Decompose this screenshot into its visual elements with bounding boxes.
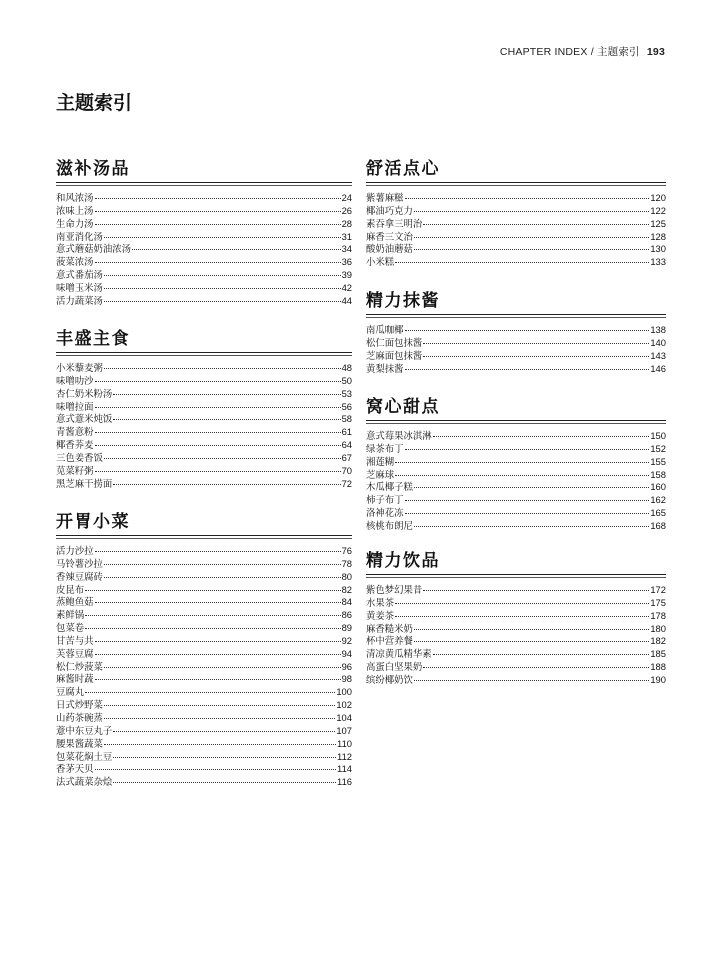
page-title: 主题索引 xyxy=(56,92,133,114)
dot-leader xyxy=(113,731,335,732)
index-entry xyxy=(366,363,666,376)
entry-page: 84 xyxy=(341,596,352,608)
section-rule xyxy=(366,182,666,183)
index-entry xyxy=(56,205,352,218)
section-rule xyxy=(366,574,666,575)
entry-name: 小米糕 xyxy=(366,257,395,269)
index-entry xyxy=(56,673,352,686)
index-entry xyxy=(366,443,666,456)
dot-leader xyxy=(104,368,341,369)
dot-leader xyxy=(95,211,341,212)
index-entry xyxy=(366,430,666,443)
entry-name: 木瓜椰子糕 xyxy=(366,482,413,494)
dot-leader xyxy=(405,198,650,199)
entry-name: 包菜花焖土豆 xyxy=(56,751,113,763)
index-entry xyxy=(56,699,352,712)
index-entry xyxy=(56,571,352,584)
index-entry xyxy=(56,661,352,674)
dot-leader xyxy=(414,641,649,642)
dot-leader xyxy=(423,224,649,225)
section-rule-thin xyxy=(366,423,666,424)
dot-leader xyxy=(104,718,335,719)
dot-leader xyxy=(95,407,341,408)
index-section xyxy=(56,158,352,308)
entry-page: 158 xyxy=(650,468,666,480)
entry-name: 杯中营养餐 xyxy=(366,636,413,648)
index-entry xyxy=(366,507,666,520)
index-entry xyxy=(56,413,352,426)
dot-leader xyxy=(414,487,649,488)
entry-page: 26 xyxy=(341,204,352,216)
entry-page: 128 xyxy=(650,230,666,242)
index-entry xyxy=(56,751,352,764)
entry-page: 28 xyxy=(341,217,352,229)
entry-page: 82 xyxy=(341,583,352,595)
dot-leader xyxy=(95,262,341,263)
entry-page: 56 xyxy=(341,400,352,412)
index-entry xyxy=(366,324,666,337)
dot-leader xyxy=(132,249,341,250)
entry-name: 活力蔬菜汤 xyxy=(56,295,103,307)
entry-name: 日式炒野菜 xyxy=(56,700,103,712)
index-entry xyxy=(366,218,666,231)
index-entry xyxy=(56,738,352,751)
entry-page: 152 xyxy=(650,442,666,454)
dot-leader xyxy=(405,513,650,514)
index-entry xyxy=(56,725,352,738)
entry-page: 98 xyxy=(341,673,352,685)
dot-leader xyxy=(113,394,340,395)
entry-page: 36 xyxy=(341,256,352,268)
entry-name: 洛神花冻 xyxy=(366,508,404,520)
entry-name: 意式莓果冰淇淋 xyxy=(366,431,432,442)
entry-name: 马铃薯沙拉 xyxy=(56,558,103,570)
section-rule-thin xyxy=(366,185,666,186)
entry-name: 甘苦与共 xyxy=(56,635,94,647)
entry-page: 168 xyxy=(650,519,666,531)
entry-name: 柿子布丁 xyxy=(366,495,404,507)
dot-leader xyxy=(85,615,340,616)
entry-name: 生命力汤 xyxy=(56,218,94,230)
entry-page: 133 xyxy=(650,256,666,268)
index-entry xyxy=(366,243,666,256)
index-entry xyxy=(366,674,666,687)
entry-page: 175 xyxy=(650,596,666,608)
dot-leader xyxy=(414,237,649,238)
entry-name: 松仁面包抹酱 xyxy=(366,337,423,349)
dot-leader xyxy=(95,198,341,199)
entry-name: 味噌玉米汤 xyxy=(56,282,103,294)
entry-page: 185 xyxy=(650,648,666,660)
entry-name: 豆腐丸 xyxy=(56,687,85,699)
index-entry xyxy=(56,686,352,699)
entry-name: 麻酱时蔬 xyxy=(56,674,94,686)
entry-name: 黄梨抹酱 xyxy=(366,363,404,375)
entry-page: 114 xyxy=(337,763,352,775)
entry-page: 180 xyxy=(650,622,666,634)
section-rule-thin xyxy=(56,538,352,539)
entry-name: 浓味上汤 xyxy=(56,205,94,217)
entry-name: 高蛋白坚果奶 xyxy=(366,662,423,674)
entry-name: 菠菜浓汤 xyxy=(56,257,94,269)
entry-page: 92 xyxy=(341,634,352,646)
entry-name: 黄姜茶 xyxy=(366,610,395,622)
entry-list xyxy=(366,584,666,687)
entry-name: 青酱意粉 xyxy=(56,427,94,439)
dot-leader xyxy=(104,564,341,565)
dot-leader xyxy=(405,449,650,450)
entry-list xyxy=(366,192,666,269)
dot-leader xyxy=(95,654,341,655)
entry-page: 61 xyxy=(341,426,352,438)
entry-page: 150 xyxy=(650,430,666,441)
dot-leader xyxy=(113,484,340,485)
entry-page: 140 xyxy=(650,336,666,348)
dot-leader xyxy=(95,432,341,433)
section-heading: 窝心甜点 xyxy=(366,397,440,417)
entry-page: 94 xyxy=(341,647,352,659)
dot-leader xyxy=(395,462,649,463)
entry-page: 165 xyxy=(650,507,666,519)
entry-page: 130 xyxy=(650,243,666,255)
index-entry xyxy=(56,231,352,244)
entry-page: 64 xyxy=(341,439,352,451)
entry-page: 89 xyxy=(341,622,352,634)
index-section xyxy=(366,396,666,533)
index-entry xyxy=(56,558,352,571)
section-rule-thin xyxy=(366,577,666,578)
index-entry xyxy=(56,465,352,478)
dot-leader xyxy=(104,458,341,459)
index-entry xyxy=(366,520,666,533)
dot-leader xyxy=(395,603,649,604)
dot-leader xyxy=(414,629,649,630)
entry-page: 34 xyxy=(341,243,352,255)
entry-page: 39 xyxy=(341,269,352,281)
entry-name: 活力沙拉 xyxy=(56,546,94,557)
dot-leader xyxy=(113,782,336,783)
entry-name: 香茅天贝 xyxy=(56,764,94,776)
entry-page: 138 xyxy=(650,324,666,335)
dot-leader xyxy=(113,419,340,420)
index-entry xyxy=(56,362,352,375)
entry-name: 麻香糙米奶 xyxy=(366,623,413,635)
index-entry xyxy=(56,218,352,231)
index-entry xyxy=(366,481,666,494)
dot-leader xyxy=(95,641,341,642)
dot-leader xyxy=(85,628,340,629)
dot-leader xyxy=(433,654,650,655)
entry-name: 杏仁奶米粉汤 xyxy=(56,388,113,400)
entry-name: 腰果酱蔬菜 xyxy=(56,738,103,750)
entry-name: 绿茶布丁 xyxy=(366,443,404,455)
entry-name: 核桃布朗尼 xyxy=(366,520,413,532)
entry-name: 南瓜咖椰 xyxy=(366,325,404,336)
section-rule-thin xyxy=(56,355,352,356)
dot-leader xyxy=(95,381,341,382)
index-entry xyxy=(366,192,666,205)
dot-leader xyxy=(405,500,650,501)
index-entry xyxy=(56,478,352,491)
section-rule xyxy=(56,182,352,183)
entry-name: 缤纷椰奶饮 xyxy=(366,674,413,686)
dot-leader xyxy=(95,445,341,446)
index-section xyxy=(366,550,666,687)
dot-leader xyxy=(405,330,650,331)
index-entry xyxy=(366,456,666,469)
section-rule xyxy=(56,352,352,353)
index-entry xyxy=(56,712,352,725)
dot-leader xyxy=(104,288,341,289)
dot-leader xyxy=(104,744,336,745)
dot-leader xyxy=(104,705,335,706)
index-entry xyxy=(56,192,352,205)
entry-page: 182 xyxy=(650,635,666,647)
index-entry xyxy=(366,584,666,597)
entry-name: 意式蘑菇奶油浓汤 xyxy=(56,244,132,256)
entry-page: 102 xyxy=(336,699,352,711)
entry-page: 100 xyxy=(336,686,352,698)
index-entry xyxy=(366,350,666,363)
dot-leader xyxy=(395,475,649,476)
section-rule-thin xyxy=(366,317,666,318)
index-entry xyxy=(56,622,352,635)
index-entry xyxy=(366,597,666,610)
dot-leader xyxy=(395,262,649,263)
index-entry xyxy=(366,661,666,674)
dot-leader xyxy=(423,343,649,344)
index-entry xyxy=(366,469,666,482)
entry-name: 素吞拿三明治 xyxy=(366,218,423,230)
entry-name: 薏中东豆丸子 xyxy=(56,725,113,737)
section-heading: 丰盛主食 xyxy=(56,329,130,349)
entry-name: 椰油巧克力 xyxy=(366,205,413,217)
dot-leader xyxy=(104,667,341,668)
entry-page: 162 xyxy=(650,494,666,506)
entry-name: 酸奶油蘑菇 xyxy=(366,244,413,256)
running-header-text: CHAPTER INDEX / 主题索引 xyxy=(499,46,640,58)
dot-leader xyxy=(95,471,341,472)
index-entry xyxy=(56,388,352,401)
dot-leader xyxy=(85,590,340,591)
dot-leader xyxy=(414,526,649,527)
index-section xyxy=(56,511,352,789)
section-heading: 滋补汤品 xyxy=(56,159,130,179)
index-entry xyxy=(56,426,352,439)
entry-page: 120 xyxy=(650,192,666,203)
entry-list xyxy=(56,545,352,789)
index-entry xyxy=(56,243,352,256)
entry-name: 芝麻球 xyxy=(366,469,395,481)
entry-name: 皮昆布 xyxy=(56,584,85,596)
entry-page: 96 xyxy=(341,660,352,672)
index-entry xyxy=(366,610,666,623)
section-heading: 开胃小菜 xyxy=(56,512,130,532)
dot-leader xyxy=(95,679,341,680)
entry-list xyxy=(56,192,352,308)
index-entry xyxy=(366,648,666,661)
index-section xyxy=(366,290,666,375)
dot-leader xyxy=(95,551,341,552)
entry-name: 和风浓汤 xyxy=(56,193,94,204)
entry-page: 53 xyxy=(341,387,352,399)
entry-list xyxy=(56,362,352,490)
entry-list xyxy=(366,324,666,375)
entry-name: 紫薯麻糍 xyxy=(366,193,404,204)
dot-leader xyxy=(433,436,650,437)
entry-page: 58 xyxy=(341,413,352,425)
entry-name: 芝麻面包抹酱 xyxy=(366,350,423,362)
section-heading: 舒活点心 xyxy=(366,159,440,179)
entry-name: 意式薏米炖饭 xyxy=(56,414,113,426)
entry-page: 178 xyxy=(650,609,666,621)
entry-name: 南亚消化汤 xyxy=(56,231,103,243)
entry-name: 包菜卷 xyxy=(56,623,85,635)
entry-page: 188 xyxy=(650,661,666,673)
entry-page: 31 xyxy=(341,230,352,242)
dot-leader xyxy=(113,757,336,758)
entry-page: 104 xyxy=(336,711,352,723)
section-rule xyxy=(366,420,666,421)
index-entry xyxy=(366,623,666,636)
dot-leader xyxy=(95,602,341,603)
entry-page: 78 xyxy=(341,557,352,569)
page-number: 193 xyxy=(646,46,665,58)
index-entry xyxy=(56,648,352,661)
entry-page: 110 xyxy=(337,737,352,749)
entry-name: 味噌叻沙 xyxy=(56,375,94,387)
index-entry xyxy=(366,635,666,648)
dot-leader xyxy=(395,616,649,617)
entry-page: 80 xyxy=(341,570,352,582)
entry-page: 190 xyxy=(650,673,666,685)
entry-name: 紫色梦幻果昔 xyxy=(366,585,423,596)
entry-name: 芙蓉豆腐 xyxy=(56,648,94,660)
entry-page: 125 xyxy=(650,217,666,229)
entry-page: 155 xyxy=(650,455,666,467)
index-entry xyxy=(56,401,352,414)
entry-page: 107 xyxy=(336,724,352,736)
dot-leader xyxy=(414,680,649,681)
dot-leader xyxy=(85,692,335,693)
index-entry xyxy=(56,584,352,597)
index-entry xyxy=(56,452,352,465)
entry-page: 67 xyxy=(341,451,352,463)
index-entry xyxy=(56,545,352,558)
entry-list xyxy=(366,430,666,533)
dot-leader xyxy=(414,211,649,212)
index-entry xyxy=(56,763,352,776)
dot-leader xyxy=(104,237,341,238)
dot-leader xyxy=(104,577,341,578)
entry-page: 70 xyxy=(341,464,352,476)
dot-leader xyxy=(104,301,341,302)
index-entry xyxy=(56,596,352,609)
index-entry xyxy=(56,282,352,295)
dot-leader xyxy=(405,369,650,370)
entry-page: 72 xyxy=(341,477,352,489)
entry-page: 112 xyxy=(337,750,352,762)
entry-name: 清凉黄瓜精华素 xyxy=(366,649,432,661)
index-entry xyxy=(366,231,666,244)
entry-page: 24 xyxy=(341,192,352,203)
section-rule xyxy=(56,535,352,536)
section-heading: 精力抹酱 xyxy=(366,291,440,311)
entry-name: 小米藜麦粥 xyxy=(56,363,103,374)
index-entry xyxy=(56,269,352,282)
index-entry xyxy=(56,256,352,269)
entry-name: 椰香荞麦 xyxy=(56,440,94,452)
entry-name: 黑芝麻干捞面 xyxy=(56,478,113,490)
entry-page: 86 xyxy=(341,609,352,621)
index-entry xyxy=(366,205,666,218)
entry-name: 意式番茄汤 xyxy=(56,270,103,282)
section-heading: 精力饮品 xyxy=(366,551,440,571)
entry-page: 143 xyxy=(650,349,666,361)
dot-leader xyxy=(95,769,337,770)
index-section xyxy=(366,158,666,269)
dot-leader xyxy=(423,356,649,357)
dot-leader xyxy=(104,275,341,276)
section-rule xyxy=(366,314,666,315)
dot-leader xyxy=(423,590,649,591)
entry-name: 蒸鲍鱼菇 xyxy=(56,597,94,609)
entry-page: 76 xyxy=(341,545,352,556)
entry-name: 素鲜锅 xyxy=(56,610,85,622)
entry-name: 水果茶 xyxy=(366,597,395,609)
index-entry xyxy=(56,776,352,789)
index-entry xyxy=(366,256,666,269)
dot-leader xyxy=(95,224,341,225)
entry-name: 苋菜籽粥 xyxy=(56,465,94,477)
section-rule-thin xyxy=(56,185,352,186)
entry-page: 122 xyxy=(650,204,666,216)
index-entry xyxy=(56,635,352,648)
entry-name: 法式蔬菜杂烩 xyxy=(56,777,113,789)
entry-name: 山药茶碗蒸 xyxy=(56,712,103,724)
dot-leader xyxy=(423,667,649,668)
entry-page: 116 xyxy=(337,776,352,788)
entry-name: 香辣豆腐砖 xyxy=(56,571,103,583)
entry-page: 160 xyxy=(650,481,666,493)
index-entry xyxy=(56,295,352,308)
dot-leader xyxy=(414,249,649,250)
index-entry xyxy=(56,375,352,388)
index-entry xyxy=(366,494,666,507)
index-entry xyxy=(56,609,352,622)
entry-page: 42 xyxy=(341,281,352,293)
running-header xyxy=(500,44,665,59)
index-entry xyxy=(56,439,352,452)
entry-page: 146 xyxy=(650,362,666,374)
entry-name: 味噌拉面 xyxy=(56,401,94,413)
entry-page: 172 xyxy=(650,584,666,595)
entry-page: 48 xyxy=(341,362,352,373)
entry-name: 湘莲糊 xyxy=(366,456,395,468)
entry-page: 50 xyxy=(341,374,352,386)
entry-name: 麻香三文治 xyxy=(366,231,413,243)
entry-name: 三色姜香饭 xyxy=(56,452,103,464)
entry-name: 松仁炒菠菜 xyxy=(56,661,103,673)
entry-page: 44 xyxy=(341,294,352,306)
index-entry xyxy=(366,337,666,350)
index-section xyxy=(56,328,352,490)
